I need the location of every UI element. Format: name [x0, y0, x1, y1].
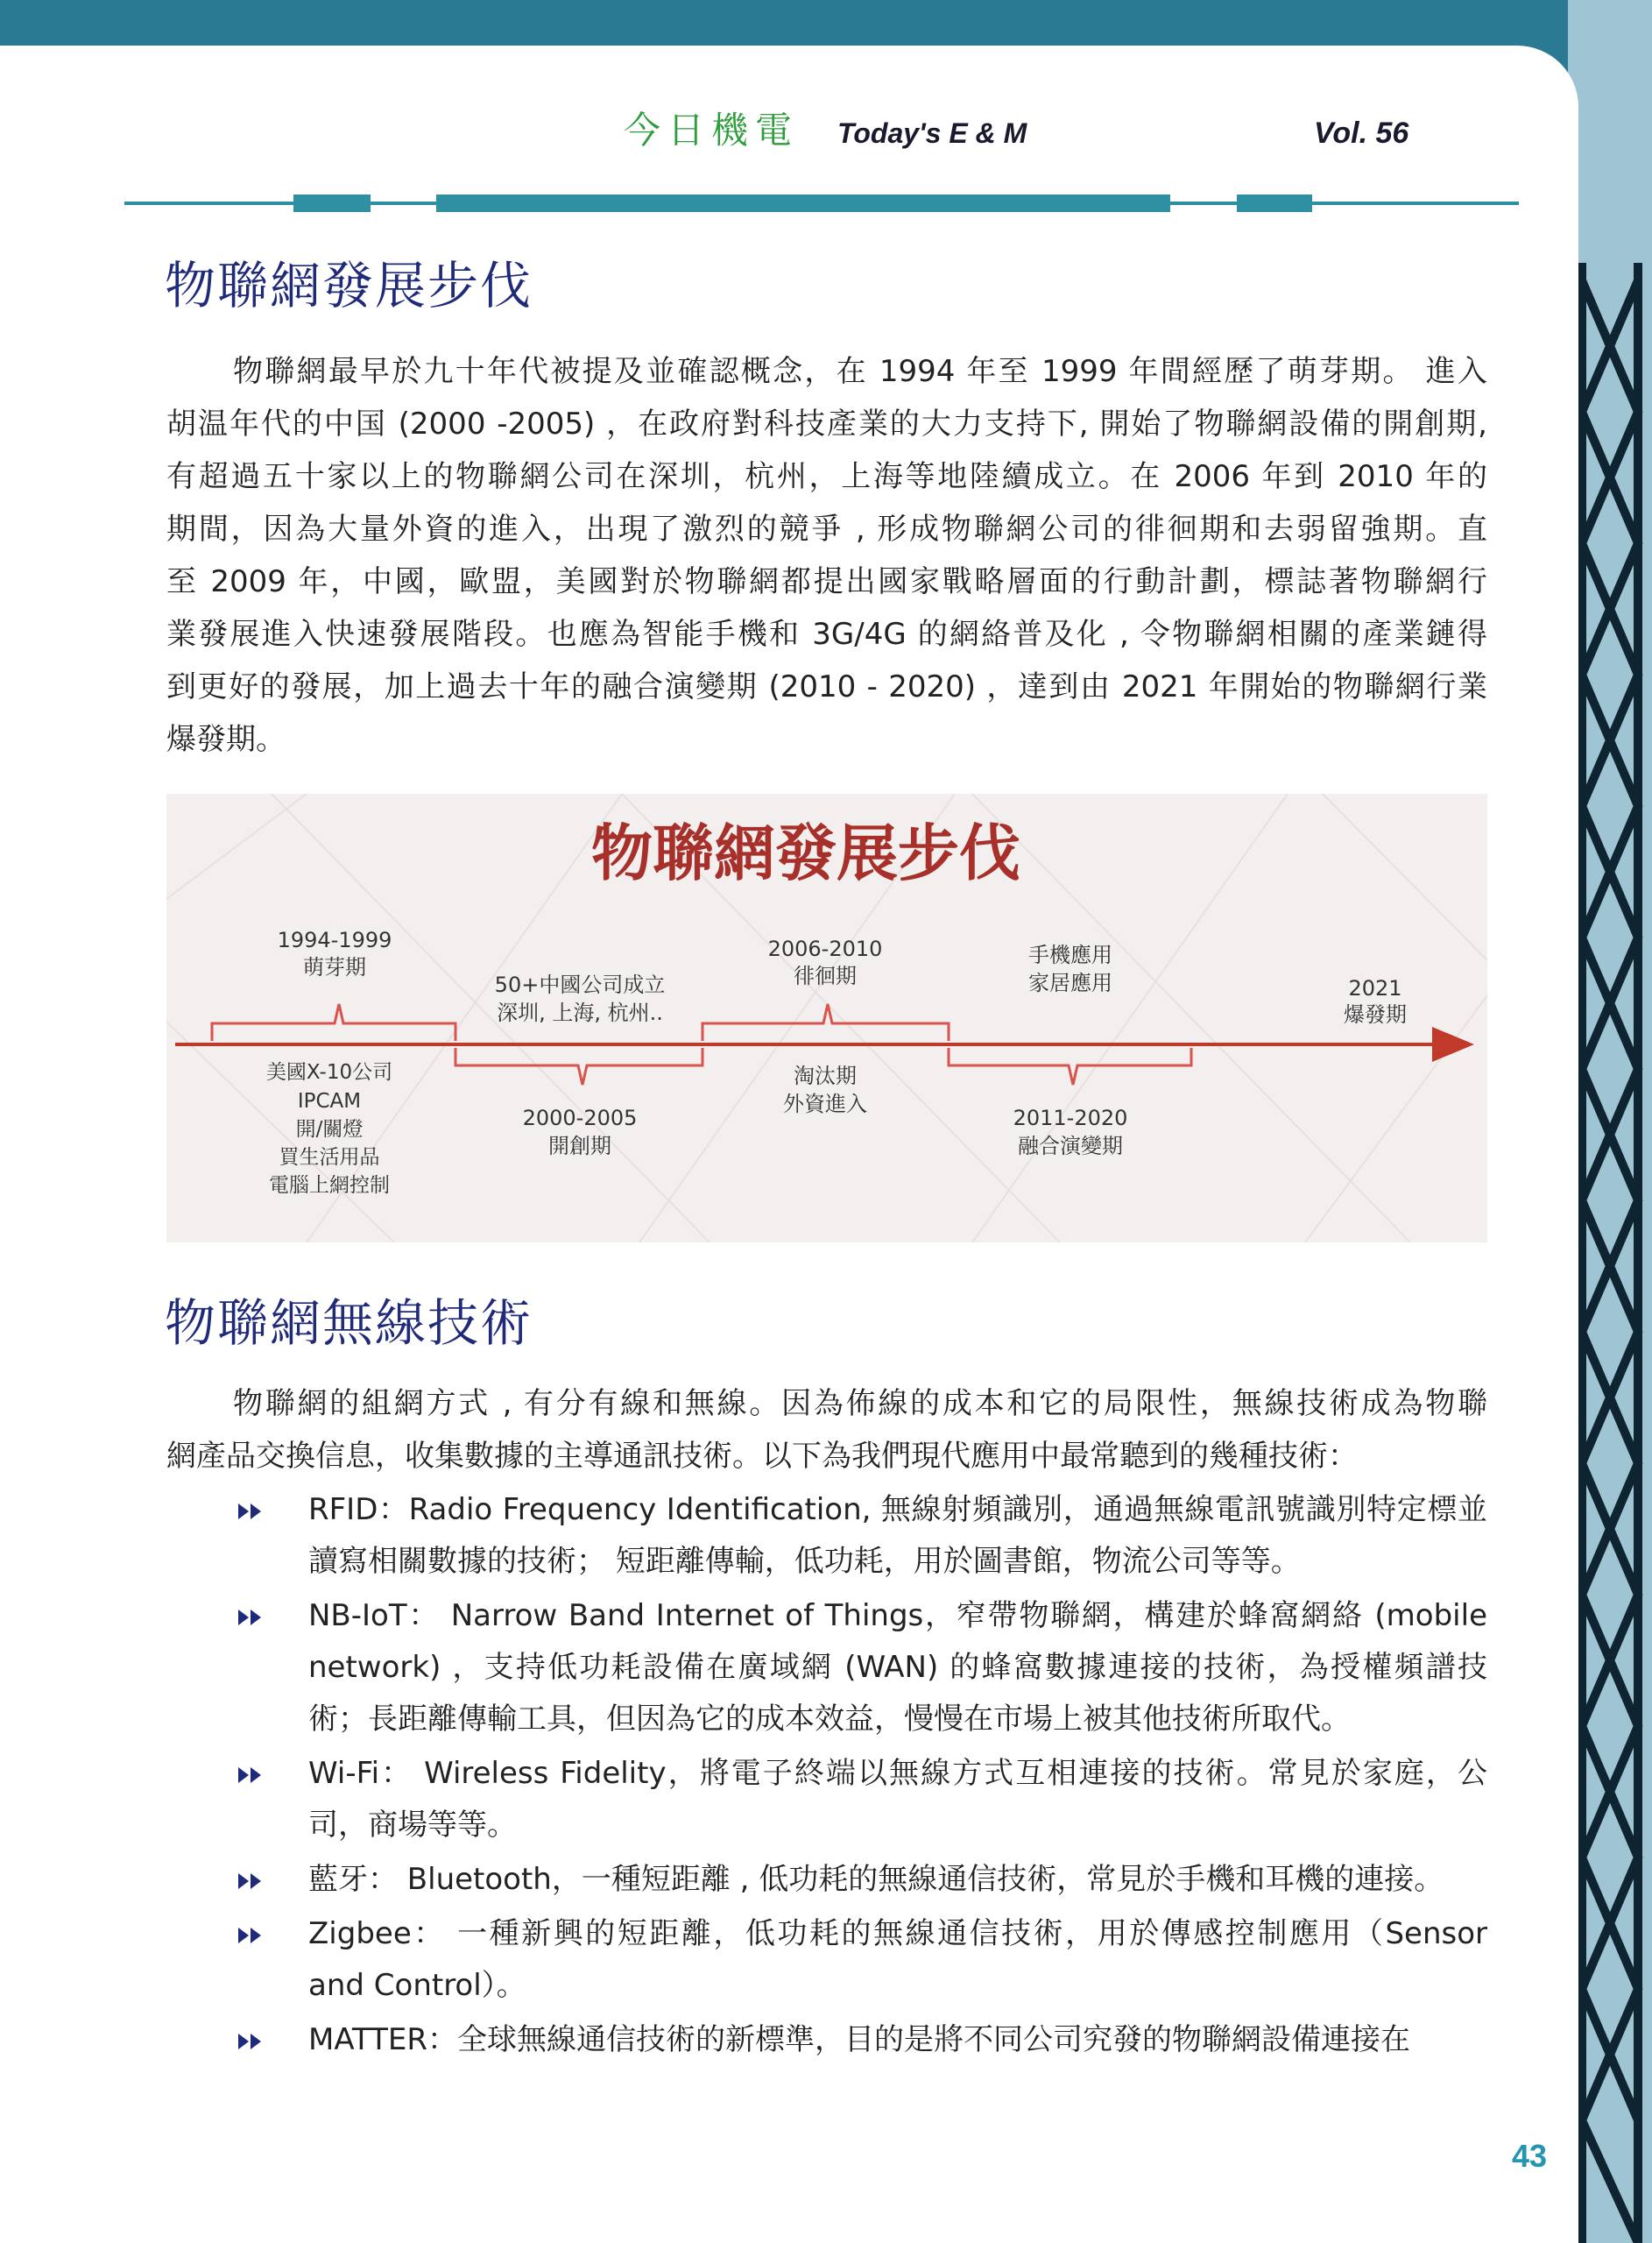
list-item	[237, 1908, 1487, 2012]
timeline-above-labels	[278, 928, 1407, 1027]
magazine-title-cn: 今日機電	[624, 109, 800, 152]
timeline-figure	[166, 794, 1487, 1242]
paragraph-line: 網產品交換信息，收集數據的主導通訊技術。以下為我們現代應用中最常聽到的幾種技術：	[166, 1439, 1358, 1474]
paragraph-line: 業發展進入快速發展階段。也應為智能手機和 3G/4G 的網絡普及化 , 令物聯網相關的產業鏈得	[166, 617, 1487, 652]
timeline-below-labels	[266, 1061, 1128, 1197]
timeline-note: 買生活用品	[279, 1146, 380, 1169]
timeline-note: 2000-2005	[522, 1106, 638, 1130]
timeline-period: 2021	[1348, 976, 1402, 1001]
list-item-line: NB-IoT： Narrow Band Internet of Things，窄帶物聯網，構建於蜂窩網絡 (mobile	[308, 1598, 1487, 1633]
double-chevron-icon	[237, 1765, 266, 1785]
timeline-note: 2011-2020	[1013, 1106, 1128, 1130]
technology-list	[237, 1484, 1487, 2069]
timeline-label: 萌芽期	[303, 955, 366, 980]
timeline-note: 美國X-10公司	[265, 1061, 393, 1084]
list-item	[237, 1748, 1487, 1851]
page-number: 43	[1512, 2138, 1548, 2174]
header-rule-block	[293, 195, 371, 212]
paragraph-line: 到更好的發展，加上過去十年的融合演變期 (2010 - 2020) ，達到由 2021 年開始的物聯網行業	[166, 669, 1487, 704]
paragraph-line: 物聯網最早於九十年代被提及並確認概念，在 1994 年至 1999 年間經歷了萌芽期。 進入	[233, 354, 1487, 389]
timeline-label: 爆發期	[1344, 1002, 1407, 1027]
timeline-bracket	[212, 1004, 455, 1041]
double-chevron-icon	[237, 1502, 266, 1521]
list-item-line: RFID：Radio Frequency Identification, 無線射頻識別，通過無線電訊號識別特定標並	[308, 1492, 1487, 1527]
paragraph-wireless	[166, 1377, 1487, 1482]
double-chevron-icon	[237, 1926, 266, 1945]
timeline-bracket	[455, 1048, 702, 1085]
magazine-title-en: Today's E & M	[837, 117, 1027, 149]
timeline-note: 開創期	[548, 1134, 611, 1158]
double-chevron-icon	[237, 2032, 266, 2051]
timeline-note: 外資進入	[783, 1092, 867, 1116]
header-rule-block	[1237, 195, 1312, 212]
paragraph-line: 有超過五十家以上的物聯網公司在深圳，杭州，上海等地陸續成立。在 2006 年到 2010 年的	[166, 459, 1487, 494]
timeline-period: 2006-2010	[767, 937, 883, 961]
timeline-note: 淘汰期	[794, 1064, 857, 1088]
timeline-bracket	[949, 1048, 1191, 1085]
list-item-line: network) ，支持低功耗設備在廣域網 (WAN) 的蜂窩數據連接的技術，為授權頻譜技	[308, 1650, 1487, 1685]
timeline-label: 深圳, 上海, 杭州..	[497, 1001, 663, 1025]
paragraph-line: 期間，因為大量外資的進入，出現了激烈的競爭 , 形成物聯網公司的徘徊期和去弱留強期。直	[166, 512, 1487, 547]
paragraph-development	[166, 345, 1487, 766]
timeline-label: 徘徊期	[794, 964, 857, 988]
header-rule-block	[436, 195, 1170, 212]
timeline-title: 物聯網發展步伐	[591, 817, 1020, 889]
timeline-label: 家居應用	[1028, 971, 1112, 995]
paragraph-line: 至 2009 年，中國，歐盟，美國對於物聯網都提出國家戰略層面的行動計劃，標誌著物聯網行	[166, 564, 1487, 599]
list-item	[237, 1484, 1487, 1588]
section-title-wireless: 物聯網無線技術	[165, 1293, 533, 1353]
timeline-note: IPCAM	[297, 1090, 362, 1113]
timeline-period: 1994-1999	[277, 928, 392, 952]
volume-label: Vol. 56	[1314, 117, 1409, 150]
section-title-development: 物聯網發展步伐	[165, 256, 533, 315]
list-item-line: 術；長距離傳輸工具，但因為它的成本效益，慢慢在市場上被其他技術所取代。	[308, 1702, 1351, 1737]
timeline-bracket	[702, 1004, 949, 1041]
double-chevron-icon	[237, 1608, 266, 1627]
list-item-line: Zigbee： 一種新興的短距離，低功耗的無線通信技術，用於傳感控制應用（Sensor	[308, 1916, 1487, 1951]
paragraph-line: 胡温年代的中国 (2000 -2005) ，在政府對科技產業的大力支持下, 開始了物聯網設備的開創期,	[166, 407, 1487, 442]
list-item	[237, 1854, 1487, 1906]
list-item	[237, 1590, 1487, 1745]
list-item	[237, 2014, 1487, 2066]
list-item-line: 藍牙： Bluetooth，一種短距離 , 低功耗的無線通信技術，常見於手機和耳機的連接。	[308, 1862, 1444, 1897]
list-item-line: and Control）。	[308, 1968, 526, 2003]
list-item-line: MATTER：全球無線通信技術的新標準，目的是將不同公司究發的物聯網設備連接在	[308, 2022, 1410, 2057]
timeline-note: 開/關燈	[295, 1118, 364, 1141]
timeline-note: 融合演變期	[1018, 1134, 1123, 1158]
paragraph-line: 爆發期。	[166, 722, 286, 757]
list-item-line: 讀寫相關數據的技術； 短距離傳輸，低功耗，用於圖書館，物流公司等等。	[308, 1544, 1301, 1579]
timeline-period: 手機應用	[1028, 943, 1112, 967]
paragraph-line: 物聯網的組網方式 , 有分有線和無線。因為佈線的成本和它的局限性，無線技術成為物聯	[233, 1386, 1487, 1421]
double-chevron-icon	[237, 1872, 266, 1891]
list-item-line: 司，商場等等。	[308, 1808, 517, 1843]
list-item-line: Wi-Fi： Wireless Fidelity，將電子終端以無線方式互相連接的技術。常見於家庭，公	[308, 1756, 1487, 1791]
timeline-note: 電腦上網控制	[269, 1174, 390, 1197]
timeline-period: 50+中國公司成立	[494, 973, 666, 997]
